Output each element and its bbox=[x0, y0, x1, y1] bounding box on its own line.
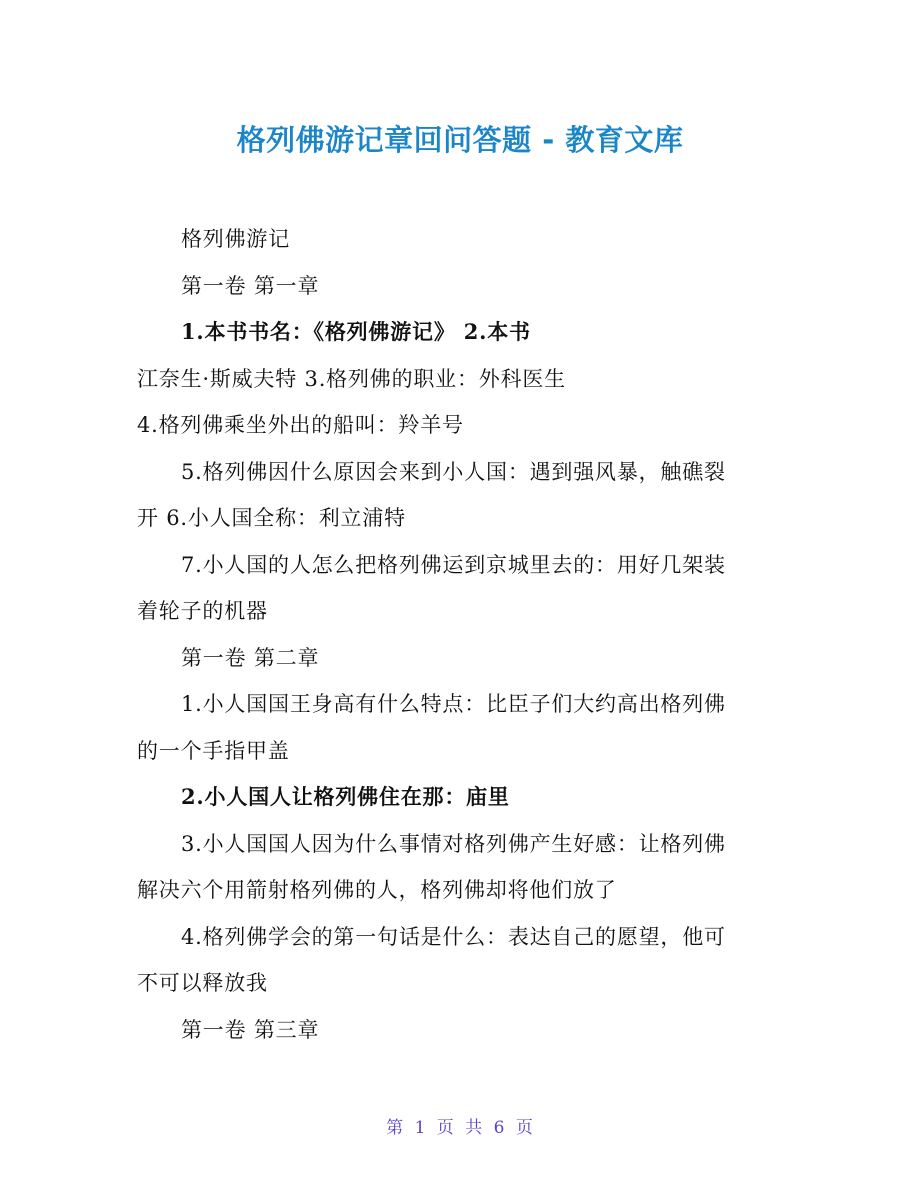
paragraph-line: 开 6.小人国全称：利立浦特 bbox=[137, 506, 406, 530]
paragraph-line: 的一个手指甲盖 bbox=[137, 738, 290, 763]
page-number-footer: 第 1 页 共 6 页 bbox=[386, 1118, 534, 1138]
paragraph-line: 着轮子的机器 bbox=[137, 599, 268, 623]
document-body bbox=[137, 216, 787, 1053]
section-heading: 第一卷 第一章 bbox=[181, 273, 320, 298]
paragraph-line: 4.格列佛学会的第一句话是什么：表达自己的愿望，他可 bbox=[181, 924, 726, 949]
paragraph-line: 4.格列佛乘坐外出的船叫：羚羊号 bbox=[137, 413, 464, 437]
paragraph-line: 1.本书书名：《格列佛游记》 2.本书 bbox=[181, 319, 531, 344]
paragraph-line: 不可以释放我 bbox=[137, 971, 268, 995]
paragraph-line: 解决六个用箭射格列佛的人，格列佛却将他们放了 bbox=[137, 878, 617, 902]
section-heading: 第一卷 第二章 bbox=[181, 645, 320, 670]
paragraph-line: 江奈生·斯威夫特 3.格列佛的职业：外科医生 bbox=[137, 366, 566, 391]
paragraph-line: 1.小人国国王身高有什么特点：比臣子们大约高出格列佛 bbox=[181, 692, 726, 716]
paragraph-line: 7.小人国的人怎么把格列佛运到京城里去的：用好几架装 bbox=[181, 552, 726, 577]
document-title: 格列佛游记章回问答题 - 教育文库 bbox=[236, 123, 684, 157]
paragraph-book-title: 格列佛游记 bbox=[181, 227, 290, 251]
paragraph-line: 3.小人国国人因为什么事情对格列佛产生好感：让格列佛 bbox=[181, 831, 726, 856]
paragraph-line: 2.小人国人让格列佛住在那：庙里 bbox=[181, 784, 510, 809]
paragraph-line: 5.格列佛因什么原因会来到小人国：遇到强风暴，触礁裂 bbox=[181, 459, 726, 484]
section-heading: 第一卷 第三章 bbox=[181, 1017, 320, 1042]
